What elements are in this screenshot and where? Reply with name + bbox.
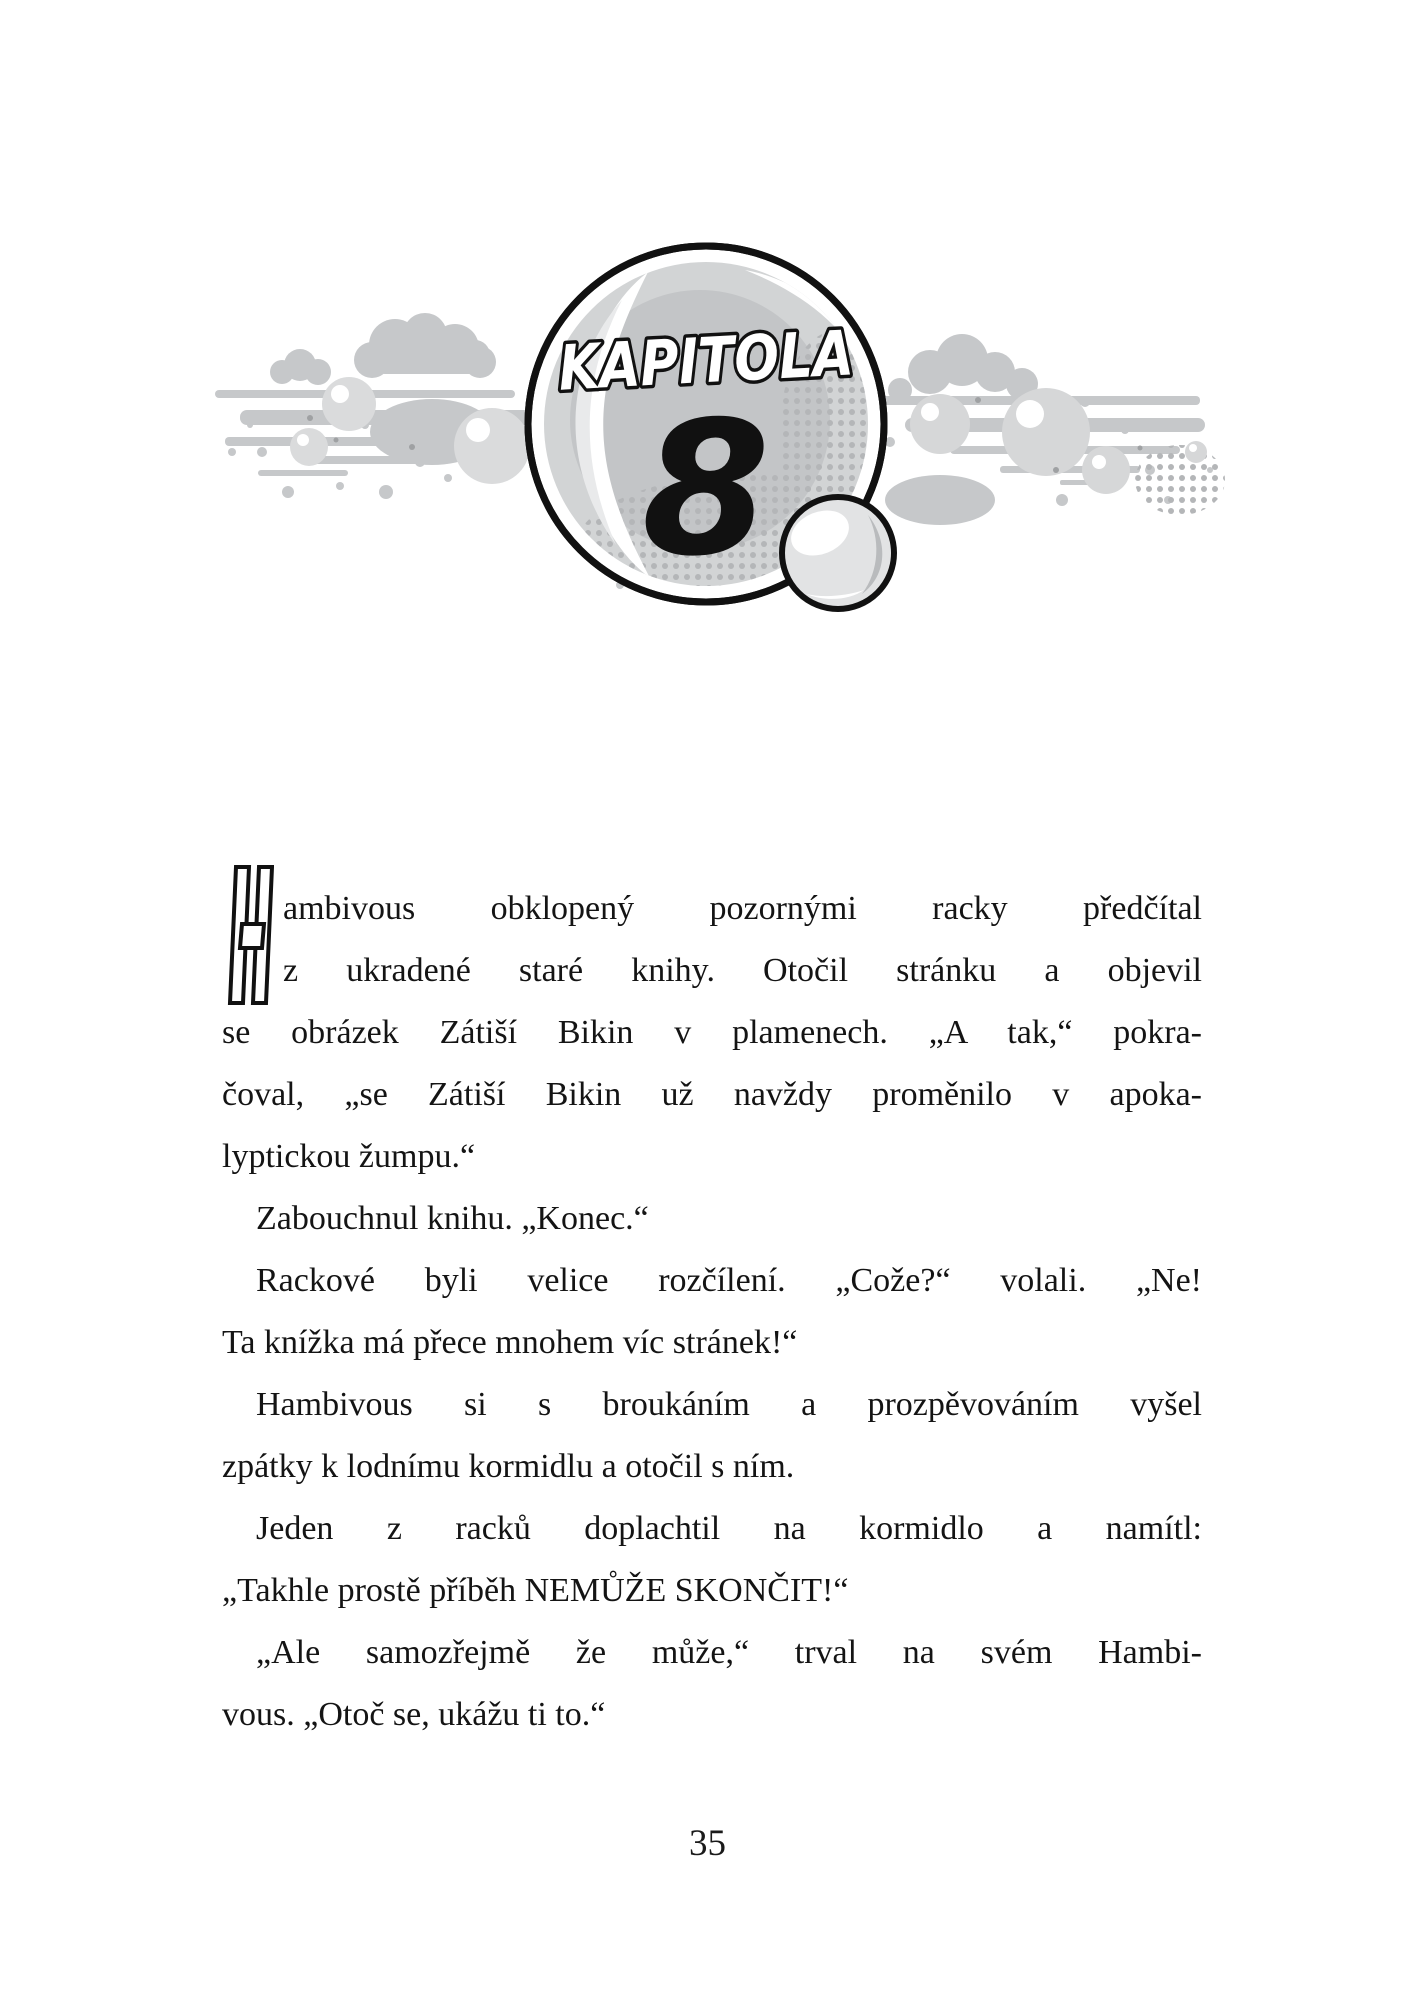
text-line: Rackové byli velice rozčílení. „Cože?“ volali. „Ne! xyxy=(256,1262,1202,1299)
text-line: Jeden z racků doplachtil na kormidlo a namítl: xyxy=(256,1510,1202,1547)
paragraph xyxy=(222,1188,1202,1250)
text-line: Hambivous si s broukáním a prozpěvováním vyšel xyxy=(256,1386,1202,1423)
page-number: 35 xyxy=(689,1823,726,1864)
chapter-header-art xyxy=(0,0,1415,660)
paragraph xyxy=(222,1622,1202,1746)
drop-cap-letter-h xyxy=(222,864,274,1006)
paragraph xyxy=(222,1374,1202,1498)
chapter-number: 8 xyxy=(641,381,771,597)
text-line: čoval, „se Zátiší Bikin už navždy proměnilo v apoka- xyxy=(222,1076,1202,1113)
drop-cap xyxy=(222,878,274,1002)
text-line: se obrázek Zátiší Bikin v plamenech. „A tak,“ pokra- xyxy=(222,1014,1202,1051)
text-line: lyptickou žumpu.“ xyxy=(222,1138,476,1175)
text-line: ambivous obklopený pozornými racky předčítal xyxy=(283,890,1202,927)
paragraph xyxy=(222,1250,1202,1374)
paragraph xyxy=(222,878,1202,1188)
chapter-label: KAPITOLA xyxy=(556,313,908,405)
text-line: Zabouchnul knihu. „Konec.“ xyxy=(256,1200,649,1237)
text-line: „Takhle prostě příběh NEMŮŽE SKONČIT!“ xyxy=(222,1572,849,1609)
body-text xyxy=(222,878,1202,1746)
text-line: vous. „Otoč se, ukážu ti to.“ xyxy=(222,1696,606,1733)
paragraph xyxy=(222,1498,1202,1622)
text-line: Ta knížka má přece mnohem víc stránek!“ xyxy=(222,1324,798,1361)
bubble-splash-right xyxy=(880,334,1225,525)
chapter-bubble-small xyxy=(782,497,894,609)
text-line: z ukradené staré knihy. Otočil stránku a objevil xyxy=(283,952,1202,989)
text-line: zpátky k lodnímu kormidlu a otočil s ním. xyxy=(222,1448,795,1485)
text-line: „Ale samozřejmě že může,“ trval na svém Hambi- xyxy=(256,1634,1202,1671)
